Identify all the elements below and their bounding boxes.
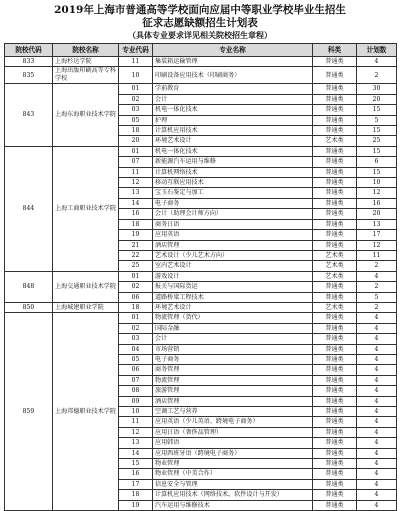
institution-name-cell: 上海杉达学院 — [53, 57, 119, 67]
table-row — [5, 57, 397, 67]
major-name-cell: 报关与国际货运 — [153, 282, 313, 292]
major-code-cell: 11 — [119, 417, 153, 427]
major-name-cell: 环境艺术设计 — [153, 302, 313, 312]
category-cell: 艺术类 — [313, 136, 357, 146]
major-name-cell: 酒店管理 — [153, 396, 313, 406]
major-name-cell: 物业管理 — [153, 459, 313, 469]
category-cell: 普通类 — [313, 469, 357, 479]
category-cell: 普通类 — [313, 230, 357, 240]
major-code-cell: 11 — [119, 57, 153, 67]
header-institution-code: 院校代码 — [5, 44, 53, 57]
major-code-cell: 01 — [119, 146, 153, 156]
major-name-cell: 商务日语 — [153, 219, 313, 229]
major-code-cell: 01 — [119, 84, 153, 94]
major-name-cell: 应用英语（少儿英语、跨境电子商务） — [153, 417, 313, 427]
major-name-cell: 电子商务 — [153, 198, 313, 208]
category-cell: 普通类 — [313, 323, 357, 333]
category-cell: 普通类 — [313, 126, 357, 136]
document-subtitle: （具体专业要求详见相关院校招生章程） — [128, 30, 272, 40]
major-name-cell: 集装箱运输管理 — [153, 57, 313, 67]
major-code-cell: 04 — [119, 344, 153, 354]
major-code-cell: 13 — [119, 188, 153, 198]
plan-count-cell: 4 — [357, 469, 397, 479]
plan-count-cell: 6 — [357, 157, 397, 167]
major-code-cell: 14 — [119, 198, 153, 208]
plan-count-cell: 16 — [357, 198, 397, 208]
category-cell: 普通类 — [313, 115, 357, 125]
plan-count-cell: 2 — [357, 261, 397, 271]
major-code-cell: 01 — [119, 313, 153, 323]
category-cell: 普通类 — [313, 427, 357, 437]
enrollment-plan-table — [4, 43, 397, 511]
major-code-cell: 13 — [119, 438, 153, 448]
major-name-cell: 汽车运用与维修技术 — [153, 500, 313, 510]
header-institution-name: 院校名称 — [53, 44, 119, 57]
major-name-cell: 电子商务 — [153, 354, 313, 364]
plan-count-cell: 4 — [357, 386, 397, 396]
major-code-cell: 18 — [119, 126, 153, 136]
plan-count-cell: 2 — [357, 302, 397, 312]
header-plan-count: 计划数 — [357, 44, 397, 57]
plan-count-cell: 20 — [357, 94, 397, 104]
institution-name-cell: 上海东海职业技术学院 — [53, 84, 119, 146]
document-title: 2019年上海市普通高等学校面向应届中等职业学校毕业生招生 — [54, 4, 346, 16]
category-cell: 普通类 — [313, 105, 357, 115]
plan-count-cell: 15 — [357, 167, 397, 177]
major-name-cell: 计算机网络技术 — [153, 167, 313, 177]
major-code-cell: 16 — [119, 209, 153, 219]
category-cell: 普通类 — [313, 334, 357, 344]
category-cell: 普通类 — [313, 365, 357, 375]
plan-count-cell: 5 — [357, 115, 397, 125]
plan-count-cell: 4 — [357, 344, 397, 354]
plan-count-cell: 15 — [357, 146, 397, 156]
institution-code-cell: 835 — [5, 67, 53, 84]
institution-code-cell: 833 — [5, 57, 53, 67]
category-cell: 普通类 — [313, 188, 357, 198]
major-code-cell: 01 — [119, 271, 153, 281]
category-cell: 艺术类 — [313, 271, 357, 281]
plan-count-cell: 4 — [357, 490, 397, 500]
plan-count-cell: 13 — [357, 219, 397, 229]
plan-count-cell: 4 — [357, 313, 397, 323]
major-name-cell: 物流管理（货代） — [153, 313, 313, 323]
category-cell: 普通类 — [313, 219, 357, 229]
table-row — [5, 302, 397, 312]
major-name-cell: 游戏设计 — [153, 271, 313, 281]
major-name-cell: 应用日语（奢侈品管理） — [153, 427, 313, 437]
major-code-cell: 14 — [119, 448, 153, 458]
major-name-cell: 机电一体化技术 — [153, 146, 313, 156]
table-row — [5, 313, 397, 323]
header-major-name: 专业名称 — [153, 44, 313, 57]
category-cell: 普通类 — [313, 84, 357, 94]
institution-code-cell: 844 — [5, 146, 53, 271]
plan-count-cell: 4 — [357, 500, 397, 510]
major-name-cell: 空调工艺与营养 — [153, 407, 313, 417]
category-cell: 普通类 — [313, 490, 357, 500]
category-cell: 普通类 — [313, 167, 357, 177]
major-code-cell: 10 — [119, 407, 153, 417]
category-cell: 普通类 — [313, 396, 357, 406]
plan-count-cell: 4 — [357, 365, 397, 375]
plan-count-cell: 15 — [357, 126, 397, 136]
plan-count-cell: 4 — [357, 375, 397, 385]
category-cell: 普通类 — [313, 407, 357, 417]
major-name-cell: 商务管理 — [153, 365, 313, 375]
institution-name-cell: 上海工商职业技术学院 — [53, 146, 119, 271]
major-name-cell: 会计 — [153, 334, 313, 344]
major-code-cell: 12 — [119, 427, 153, 437]
institution-name-cell: 上海出版印刷高等专科学校 — [53, 67, 119, 84]
major-code-cell: 05 — [119, 115, 153, 125]
major-name-cell: 信息安全与管理 — [153, 479, 313, 489]
major-code-cell: 07 — [119, 157, 153, 167]
major-name-cell: 护理 — [153, 115, 313, 125]
major-code-cell: 19 — [119, 500, 153, 510]
major-name-cell: 会计 — [153, 94, 313, 104]
major-name-cell: 计算机应用技术 — [153, 126, 313, 136]
plan-count-cell: 17 — [357, 230, 397, 240]
plan-count-cell: 4 — [357, 438, 397, 448]
major-code-cell: 06 — [119, 292, 153, 302]
major-name-cell: 物业管理（中美合作） — [153, 469, 313, 479]
category-cell: 普通类 — [313, 500, 357, 510]
major-code-cell: 03 — [119, 105, 153, 115]
major-name-cell: 旅游管理 — [153, 386, 313, 396]
major-code-cell: 02 — [119, 94, 153, 104]
plan-count-cell: 12 — [357, 188, 397, 198]
plan-count-cell: 4 — [357, 427, 397, 437]
category-cell: 艺术类 — [313, 302, 357, 312]
institution-code-cell: 843 — [5, 84, 53, 146]
institution-code-cell: 848 — [5, 271, 53, 302]
category-cell: 普通类 — [313, 386, 357, 396]
plan-count-cell: 15 — [357, 105, 397, 115]
institution-code-cell: 850 — [5, 302, 53, 312]
major-code-cell: 08 — [119, 386, 153, 396]
header-major-code: 专业代码 — [119, 44, 153, 57]
major-code-cell: 16 — [119, 469, 153, 479]
category-cell: 普通类 — [313, 375, 357, 385]
major-name-cell: 道路桥梁工程技术 — [153, 292, 313, 302]
major-name-cell: 酒店管理 — [153, 240, 313, 250]
plan-count-cell: 4 — [357, 448, 397, 458]
table-body — [5, 57, 397, 511]
major-code-cell: 15 — [119, 459, 153, 469]
category-cell: 普通类 — [313, 417, 357, 427]
plan-count-cell: 2 — [357, 282, 397, 292]
major-name-cell: 环境艺术设计 — [153, 136, 313, 146]
category-cell: 普通类 — [313, 459, 357, 469]
major-code-cell: 20 — [119, 136, 153, 146]
category-cell: 普通类 — [313, 282, 357, 292]
plan-count-cell: 2 — [357, 67, 397, 84]
major-name-cell: 新能源汽车运用与维修 — [153, 157, 313, 167]
plan-count-cell: 30 — [357, 84, 397, 94]
major-code-cell: 10 — [119, 67, 153, 84]
plan-count-cell: 4 — [357, 479, 397, 489]
major-code-cell: 21 — [119, 240, 153, 250]
major-name-cell: 应用韩语 — [153, 438, 313, 448]
category-cell: 普通类 — [313, 198, 357, 208]
institution-name-cell: 上海城建职业学院 — [53, 302, 119, 312]
major-name-cell: 市场营销 — [153, 344, 313, 354]
major-code-cell: 05 — [119, 354, 153, 364]
table-row — [5, 67, 397, 84]
major-code-cell: 11 — [119, 167, 153, 177]
plan-count-cell: 12 — [357, 240, 397, 250]
major-name-cell: 艺术设计（少儿艺术方向） — [153, 250, 313, 260]
plan-count-cell: 4 — [357, 459, 397, 469]
major-code-cell: 07 — [119, 375, 153, 385]
major-code-cell: 18 — [119, 302, 153, 312]
major-name-cell: 国际金融 — [153, 323, 313, 333]
category-cell: 普通类 — [313, 344, 357, 354]
major-name-cell: 计算机应用技术（网络技术、软件设计与开发） — [153, 490, 313, 500]
major-code-cell: 03 — [119, 334, 153, 344]
category-cell: 普通类 — [313, 157, 357, 167]
major-name-cell: 室内艺术设计 — [153, 261, 313, 271]
plan-count-cell: 25 — [357, 136, 397, 146]
major-name-cell: 应用英语 — [153, 230, 313, 240]
category-cell: 普通类 — [313, 94, 357, 104]
category-cell: 普通类 — [313, 209, 357, 219]
category-cell: 普通类 — [313, 354, 357, 364]
category-cell: 普通类 — [313, 178, 357, 188]
major-code-cell: 25 — [119, 261, 153, 271]
major-name-cell: 宝玉石鉴定与加工 — [153, 188, 313, 198]
major-code-cell: 19 — [119, 230, 153, 240]
category-cell: 普通类 — [313, 240, 357, 250]
major-code-cell: 02 — [119, 282, 153, 292]
institution-name-cell: 上海交通职业技术学院 — [53, 271, 119, 302]
document-title-line2: 征求志愿缺额招生计划表 — [142, 17, 258, 29]
header-category: 科类 — [313, 44, 357, 57]
plan-count-cell: 11 — [357, 250, 397, 260]
major-code-cell: 22 — [119, 250, 153, 260]
plan-count-cell: 4 — [357, 396, 397, 406]
table-row — [5, 84, 397, 94]
plan-count-cell: 5 — [357, 292, 397, 302]
category-cell: 普通类 — [313, 438, 357, 448]
major-name-cell: 移动互联应用技术 — [153, 178, 313, 188]
major-code-cell: 06 — [119, 365, 153, 375]
plan-count-cell: 10 — [357, 178, 397, 188]
major-code-cell: 18 — [119, 219, 153, 229]
table-row — [5, 146, 397, 156]
plan-count-cell: 4 — [357, 57, 397, 67]
plan-count-cell: 4 — [357, 334, 397, 344]
category-cell: 普通类 — [313, 146, 357, 156]
table-header-row — [5, 44, 397, 57]
major-name-cell: 印刷设备应用技术（印刷商务） — [153, 67, 313, 84]
institution-code-cell: 859 — [5, 313, 53, 511]
major-name-cell: 学前教育 — [153, 84, 313, 94]
category-cell: 普通类 — [313, 57, 357, 67]
plan-count-cell: 4 — [357, 271, 397, 281]
major-code-cell: 09 — [119, 396, 153, 406]
category-cell: 普通类 — [313, 479, 357, 489]
major-name-cell: 会计（助理会计师方向） — [153, 209, 313, 219]
major-name-cell: 机电一体化技术 — [153, 105, 313, 115]
table-row — [5, 271, 397, 281]
category-cell: 普通类 — [313, 292, 357, 302]
plan-count-cell: 4 — [357, 354, 397, 364]
category-cell: 普通类 — [313, 448, 357, 458]
plan-count-cell: 4 — [357, 407, 397, 417]
institution-name-cell: 上海邦德职业技术学院 — [53, 313, 119, 511]
plan-count-cell: 4 — [357, 417, 397, 427]
plan-count-cell: 20 — [357, 209, 397, 219]
category-cell: 艺术类 — [313, 250, 357, 260]
major-code-cell: 02 — [119, 323, 153, 333]
category-cell: 艺术类 — [313, 261, 357, 271]
category-cell: 普通类 — [313, 313, 357, 323]
major-code-cell: 17 — [119, 479, 153, 489]
major-code-cell: 18 — [119, 490, 153, 500]
category-cell: 普通类 — [313, 67, 357, 84]
plan-count-cell: 4 — [357, 323, 397, 333]
major-code-cell: 12 — [119, 178, 153, 188]
major-name-cell: 物流管理 — [153, 375, 313, 385]
major-name-cell: 应用西班牙语（跨境电子商务） — [153, 448, 313, 458]
